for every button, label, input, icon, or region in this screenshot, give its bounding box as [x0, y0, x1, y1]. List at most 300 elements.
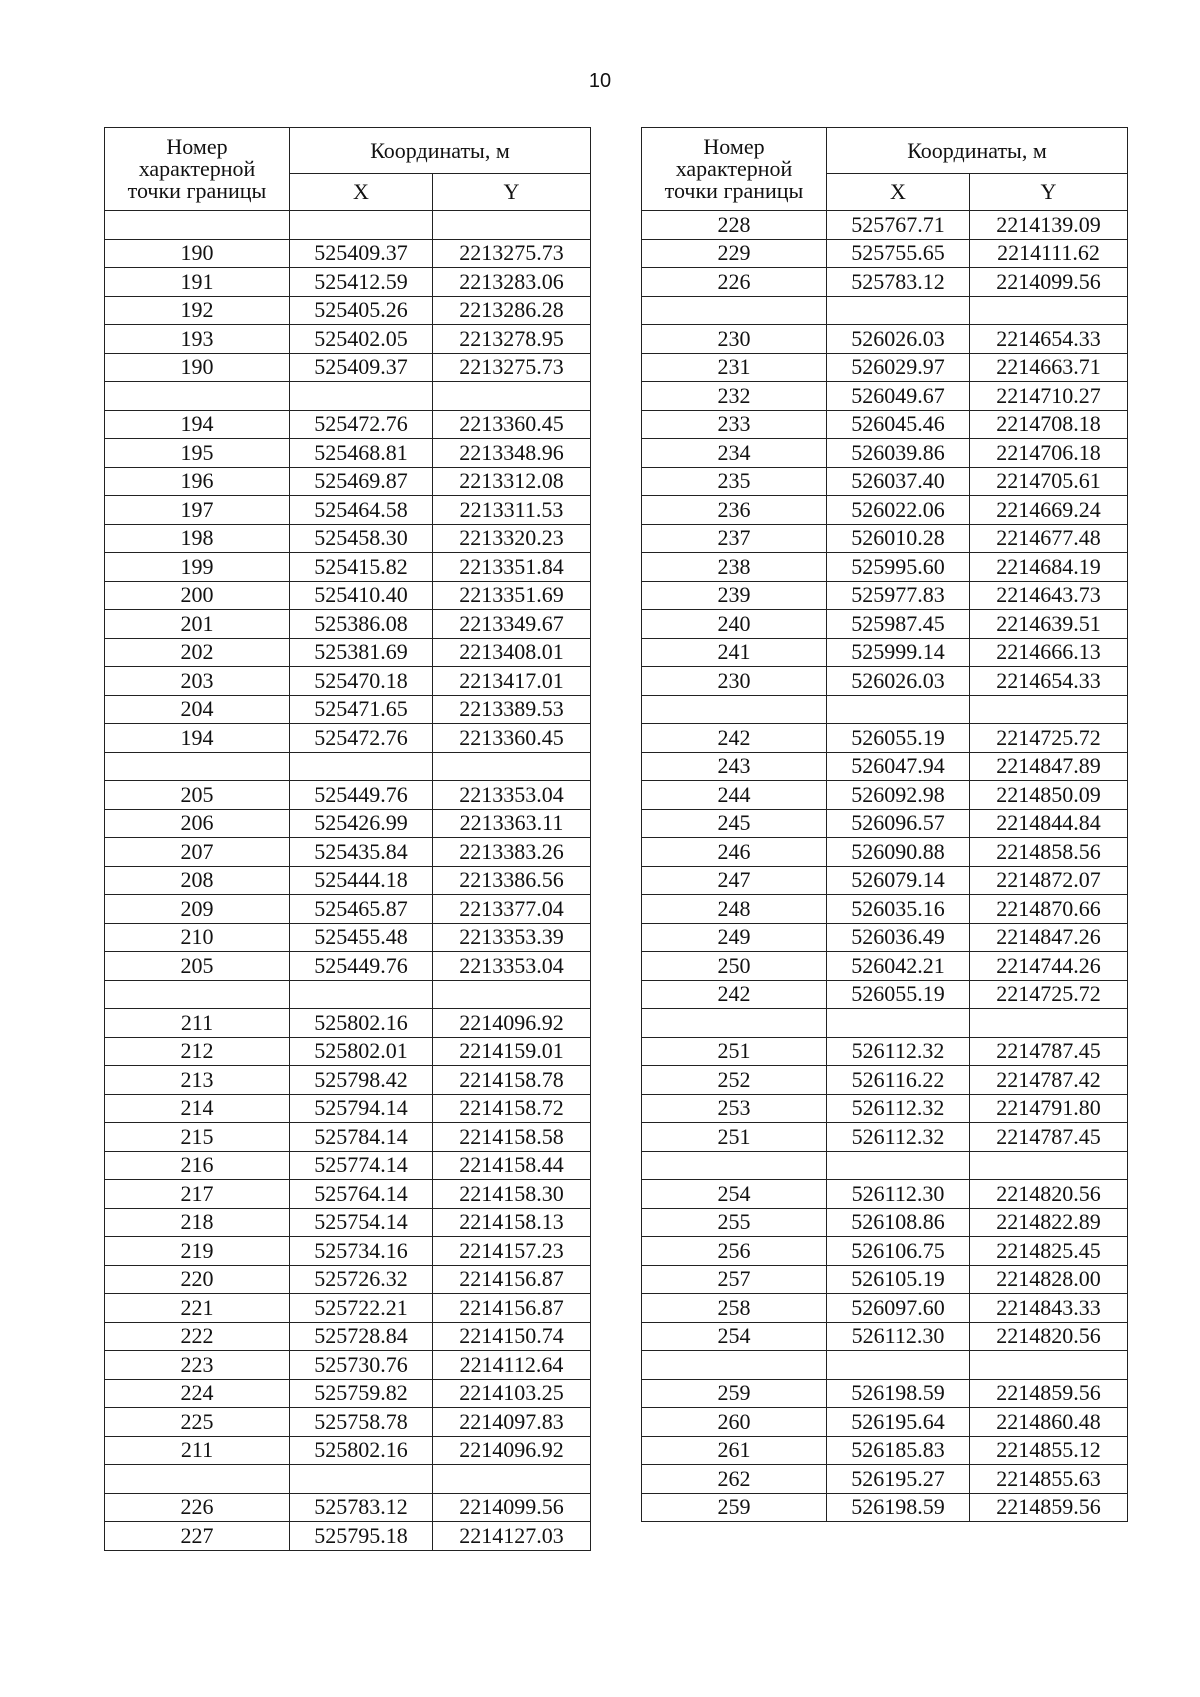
- point-number-cell: 195: [105, 439, 290, 468]
- y-coordinate-cell: 2214843.33: [970, 1294, 1128, 1323]
- x-coordinate-cell: 525977.83: [827, 581, 970, 610]
- table-row: [105, 809, 591, 838]
- y-coordinate-cell: [433, 382, 591, 411]
- point-number-cell: 215: [105, 1123, 290, 1152]
- point-number-cell: [642, 695, 827, 724]
- point-number-cell: 204: [105, 695, 290, 724]
- point-number-cell: 254: [642, 1180, 827, 1209]
- x-coordinate-cell: 526045.46: [827, 410, 970, 439]
- y-coordinate-cell: 2214705.61: [970, 467, 1128, 496]
- x-coordinate-cell: 526185.83: [827, 1436, 970, 1465]
- y-coordinate-cell: 2214859.56: [970, 1493, 1128, 1522]
- x-coordinate-cell: 525469.87: [290, 467, 433, 496]
- y-coordinate-cell: 2214850.09: [970, 781, 1128, 810]
- point-number-cell: 243: [642, 752, 827, 781]
- y-coordinate-cell: 2214844.84: [970, 809, 1128, 838]
- y-coordinate-cell: 2214820.56: [970, 1180, 1128, 1209]
- y-coordinate-cell: 2213348.96: [433, 439, 591, 468]
- x-coordinate-cell: 526112.32: [827, 1123, 970, 1152]
- y-coordinate-cell: 2214157.23: [433, 1237, 591, 1266]
- y-coordinate-cell: 2213275.73: [433, 239, 591, 268]
- separator-row: [642, 1351, 1128, 1380]
- point-number-cell: 219: [105, 1237, 290, 1266]
- point-number-cell: 203: [105, 667, 290, 696]
- y-coordinate-cell: 2214791.80: [970, 1094, 1128, 1123]
- table-row: [105, 638, 591, 667]
- point-number-cell: [642, 1009, 827, 1038]
- point-number-cell: 252: [642, 1066, 827, 1095]
- point-number-cell: 210: [105, 923, 290, 952]
- table-row: [642, 610, 1128, 639]
- point-number-header-line: Номер: [703, 134, 765, 159]
- x-coordinate-cell: 526047.94: [827, 752, 970, 781]
- table-row: [105, 895, 591, 924]
- x-coordinate-cell: 525728.84: [290, 1322, 433, 1351]
- y-coordinate-cell: 2214710.27: [970, 382, 1128, 411]
- point-number-cell: 259: [642, 1493, 827, 1522]
- x-coordinate-cell: 525410.40: [290, 581, 433, 610]
- point-number-cell: 242: [642, 724, 827, 753]
- y-coordinate-cell: 2214156.87: [433, 1294, 591, 1323]
- x-coordinate-cell: 525465.87: [290, 895, 433, 924]
- x-column-header: X: [290, 174, 433, 211]
- point-number-cell: 248: [642, 895, 827, 924]
- table-row: [105, 1066, 591, 1095]
- x-coordinate-cell: 526035.16: [827, 895, 970, 924]
- table-row: [642, 1037, 1128, 1066]
- table-row: [642, 1123, 1128, 1152]
- y-coordinate-cell: 2214706.18: [970, 439, 1128, 468]
- point-number-cell: 240: [642, 610, 827, 639]
- table-row: [105, 1237, 591, 1266]
- y-coordinate-cell: 2214725.72: [970, 980, 1128, 1009]
- table-row: [642, 781, 1128, 810]
- table-row: [105, 496, 591, 525]
- table-row: [642, 353, 1128, 382]
- x-coordinate-cell: [827, 1151, 970, 1180]
- separator-row: [642, 695, 1128, 724]
- y-coordinate-cell: 2213278.95: [433, 325, 591, 354]
- y-coordinate-cell: 2214847.26: [970, 923, 1128, 952]
- x-coordinate-cell: 526079.14: [827, 866, 970, 895]
- x-coordinate-cell: 525802.16: [290, 1436, 433, 1465]
- x-coordinate-cell: 526055.19: [827, 980, 970, 1009]
- y-coordinate-cell: 2213353.04: [433, 952, 591, 981]
- y-coordinate-cell: 2213377.04: [433, 895, 591, 924]
- point-number-cell: 191: [105, 268, 290, 297]
- table-row: [105, 553, 591, 582]
- y-coordinate-cell: 2214112.64: [433, 1351, 591, 1380]
- table-row: [642, 239, 1128, 268]
- point-number-cell: 190: [105, 353, 290, 382]
- y-coordinate-cell: [433, 752, 591, 781]
- point-number-cell: 259: [642, 1379, 827, 1408]
- y-coordinate-cell: 2214684.19: [970, 553, 1128, 582]
- y-coordinate-cell: 2214847.89: [970, 752, 1128, 781]
- y-coordinate-cell: 2214787.45: [970, 1037, 1128, 1066]
- table-row: [642, 638, 1128, 667]
- table-row: [105, 1180, 591, 1209]
- y-coordinate-cell: [433, 211, 591, 240]
- point-number-cell: 241: [642, 638, 827, 667]
- point-number-cell: 206: [105, 809, 290, 838]
- x-coordinate-cell: [290, 211, 433, 240]
- y-coordinate-cell: 2214855.12: [970, 1436, 1128, 1465]
- x-coordinate-cell: 525444.18: [290, 866, 433, 895]
- y-coordinate-cell: 2214744.26: [970, 952, 1128, 981]
- x-coordinate-cell: 526106.75: [827, 1237, 970, 1266]
- y-coordinate-cell: 2213312.08: [433, 467, 591, 496]
- y-coordinate-cell: 2214708.18: [970, 410, 1128, 439]
- table-row: [642, 1465, 1128, 1494]
- x-coordinate-cell: 525795.18: [290, 1522, 433, 1551]
- point-number-cell: 190: [105, 239, 290, 268]
- table-row: [105, 866, 591, 895]
- table-row: [642, 581, 1128, 610]
- x-coordinate-cell: 525402.05: [290, 325, 433, 354]
- y-coordinate-cell: 2214787.45: [970, 1123, 1128, 1152]
- table-row: [642, 895, 1128, 924]
- y-coordinate-cell: 2214096.92: [433, 1436, 591, 1465]
- point-number-cell: [105, 382, 290, 411]
- table-row: [642, 1493, 1128, 1522]
- x-coordinate-cell: 525472.76: [290, 410, 433, 439]
- table-row: [105, 923, 591, 952]
- y-coordinate-cell: 2214158.30: [433, 1180, 591, 1209]
- table-row: [642, 724, 1128, 753]
- point-number-cell: 247: [642, 866, 827, 895]
- y-coordinate-cell: 2214822.89: [970, 1208, 1128, 1237]
- point-number-cell: 209: [105, 895, 290, 924]
- x-coordinate-cell: 525470.18: [290, 667, 433, 696]
- point-number-cell: [642, 1351, 827, 1380]
- y-coordinate-cell: 2213360.45: [433, 410, 591, 439]
- point-number-cell: 214: [105, 1094, 290, 1123]
- table-row: [642, 866, 1128, 895]
- y-coordinate-cell: 2214870.66: [970, 895, 1128, 924]
- table-row: [105, 1094, 591, 1123]
- y-coordinate-cell: 2214825.45: [970, 1237, 1128, 1266]
- x-coordinate-cell: 525722.21: [290, 1294, 433, 1323]
- table-row: [105, 1037, 591, 1066]
- y-coordinate-cell: [970, 695, 1128, 724]
- table-row: [642, 1265, 1128, 1294]
- x-coordinate-cell: 525802.16: [290, 1009, 433, 1038]
- x-coordinate-cell: 525464.58: [290, 496, 433, 525]
- y-coordinate-cell: 2214725.72: [970, 724, 1128, 753]
- y-coordinate-cell: 2213383.26: [433, 838, 591, 867]
- table-row: [642, 1094, 1128, 1123]
- x-coordinate-cell: 525794.14: [290, 1094, 433, 1123]
- y-coordinate-cell: 2214096.92: [433, 1009, 591, 1038]
- point-number-header: [642, 128, 827, 211]
- x-coordinate-cell: 526026.03: [827, 667, 970, 696]
- x-coordinate-cell: 525764.14: [290, 1180, 433, 1209]
- x-coordinate-cell: 525999.14: [827, 638, 970, 667]
- table-row: [105, 1436, 591, 1465]
- x-coordinate-cell: 526112.30: [827, 1322, 970, 1351]
- x-coordinate-cell: 525409.37: [290, 239, 433, 268]
- point-number-cell: 260: [642, 1408, 827, 1437]
- y-coordinate-cell: 2213275.73: [433, 353, 591, 382]
- x-coordinate-cell: 525987.45: [827, 610, 970, 639]
- x-coordinate-cell: 526198.59: [827, 1379, 970, 1408]
- table-row: [105, 610, 591, 639]
- y-coordinate-cell: [433, 980, 591, 1009]
- point-number-cell: [642, 296, 827, 325]
- point-number-cell: 216: [105, 1151, 290, 1180]
- table-row: [642, 268, 1128, 297]
- y-coordinate-cell: 2213286.28: [433, 296, 591, 325]
- x-coordinate-cell: 525783.12: [827, 268, 970, 297]
- y-coordinate-cell: 2214643.73: [970, 581, 1128, 610]
- point-number-cell: 211: [105, 1436, 290, 1465]
- separator-row: [642, 1009, 1128, 1038]
- x-coordinate-cell: 526112.32: [827, 1094, 970, 1123]
- table-row: [642, 211, 1128, 240]
- table-row: [105, 781, 591, 810]
- separator-row: [105, 211, 591, 240]
- point-number-cell: 226: [642, 268, 827, 297]
- table-row: [642, 325, 1128, 354]
- point-number-cell: 246: [642, 838, 827, 867]
- table-row: [105, 524, 591, 553]
- point-number-cell: 205: [105, 952, 290, 981]
- table-row: [105, 724, 591, 753]
- point-number-header: [105, 128, 290, 211]
- x-coordinate-cell: 525426.99: [290, 809, 433, 838]
- x-coordinate-cell: 525412.59: [290, 268, 433, 297]
- y-coordinate-cell: [970, 1151, 1128, 1180]
- table-row: [105, 1408, 591, 1437]
- y-coordinate-cell: 2214097.83: [433, 1408, 591, 1437]
- point-number-cell: 258: [642, 1294, 827, 1323]
- point-number-header-line: точки границы: [127, 178, 267, 203]
- x-coordinate-cell: 525449.76: [290, 952, 433, 981]
- table-body-left: [105, 211, 591, 1551]
- y-coordinate-cell: 2214820.56: [970, 1322, 1128, 1351]
- y-coordinate-cell: 2213417.01: [433, 667, 591, 696]
- point-number-cell: 251: [642, 1037, 827, 1066]
- table-row: [105, 1351, 591, 1380]
- y-coordinate-cell: 2213351.69: [433, 581, 591, 610]
- point-number-cell: 213: [105, 1066, 290, 1095]
- y-coordinate-cell: 2214855.63: [970, 1465, 1128, 1494]
- coordinates-header: Координаты, м: [290, 128, 591, 174]
- y-coordinate-cell: 2214639.51: [970, 610, 1128, 639]
- y-coordinate-cell: [970, 296, 1128, 325]
- x-coordinate-cell: 525995.60: [827, 553, 970, 582]
- table-row: [642, 1237, 1128, 1266]
- x-coordinate-cell: 525455.48: [290, 923, 433, 952]
- y-coordinate-cell: [970, 1009, 1128, 1038]
- table-row: [642, 1208, 1128, 1237]
- x-coordinate-cell: 525726.32: [290, 1265, 433, 1294]
- point-number-cell: 257: [642, 1265, 827, 1294]
- x-coordinate-cell: 525755.65: [827, 239, 970, 268]
- point-number-cell: 230: [642, 325, 827, 354]
- point-number-cell: [105, 980, 290, 1009]
- x-coordinate-cell: 526090.88: [827, 838, 970, 867]
- point-number-cell: 254: [642, 1322, 827, 1351]
- x-coordinate-cell: [290, 382, 433, 411]
- y-coordinate-cell: 2213386.56: [433, 866, 591, 895]
- table-row: [105, 439, 591, 468]
- x-coordinate-cell: 526049.67: [827, 382, 970, 411]
- point-number-cell: 251: [642, 1123, 827, 1152]
- x-coordinate-cell: 526112.32: [827, 1037, 970, 1066]
- table-row: [105, 838, 591, 867]
- separator-row: [105, 752, 591, 781]
- point-number-cell: 253: [642, 1094, 827, 1123]
- y-coordinate-cell: 2213353.39: [433, 923, 591, 952]
- point-number-cell: 192: [105, 296, 290, 325]
- y-coordinate-cell: 2214860.48: [970, 1408, 1128, 1437]
- point-number-header-line: точки границы: [664, 178, 804, 203]
- table-row: [105, 410, 591, 439]
- x-coordinate-cell: 526112.30: [827, 1180, 970, 1209]
- x-coordinate-cell: 526042.21: [827, 952, 970, 981]
- point-number-cell: 237: [642, 524, 827, 553]
- separator-row: [105, 1465, 591, 1494]
- table-row: [105, 353, 591, 382]
- point-number-cell: 193: [105, 325, 290, 354]
- table-row: [105, 1009, 591, 1038]
- x-column-header: X: [827, 174, 970, 211]
- x-coordinate-cell: [827, 1009, 970, 1038]
- coordinates-table-right: [641, 127, 1128, 1522]
- separator-row: [642, 296, 1128, 325]
- table-row: [105, 581, 591, 610]
- x-coordinate-cell: 526026.03: [827, 325, 970, 354]
- separator-row: [642, 1151, 1128, 1180]
- y-column-header: Y: [433, 174, 591, 211]
- point-number-cell: 218: [105, 1208, 290, 1237]
- point-number-cell: 238: [642, 553, 827, 582]
- separator-row: [105, 382, 591, 411]
- point-number-cell: 244: [642, 781, 827, 810]
- y-coordinate-cell: 2213360.45: [433, 724, 591, 753]
- table-row: [642, 1379, 1128, 1408]
- point-number-cell: 220: [105, 1265, 290, 1294]
- table-row: [105, 1493, 591, 1522]
- x-coordinate-cell: [827, 1351, 970, 1380]
- point-number-cell: 194: [105, 410, 290, 439]
- table-row: [642, 1066, 1128, 1095]
- table-row: [105, 1265, 591, 1294]
- x-coordinate-cell: 525386.08: [290, 610, 433, 639]
- y-coordinate-cell: 2214156.87: [433, 1265, 591, 1294]
- y-coordinate-cell: 2214099.56: [970, 268, 1128, 297]
- table-row: [105, 296, 591, 325]
- point-number-cell: 217: [105, 1180, 290, 1209]
- y-coordinate-cell: [433, 1465, 591, 1494]
- point-number-cell: 235: [642, 467, 827, 496]
- point-number-cell: 197: [105, 496, 290, 525]
- point-number-cell: 261: [642, 1436, 827, 1465]
- point-number-cell: 205: [105, 781, 290, 810]
- y-coordinate-cell: 2214158.78: [433, 1066, 591, 1095]
- table-row: [105, 1208, 591, 1237]
- table-row: [642, 838, 1128, 867]
- separator-row: [105, 980, 591, 1009]
- table-row: [642, 1294, 1128, 1323]
- table-row: [642, 923, 1128, 952]
- x-coordinate-cell: 526055.19: [827, 724, 970, 753]
- x-coordinate-cell: 526195.64: [827, 1408, 970, 1437]
- y-coordinate-cell: 2213408.01: [433, 638, 591, 667]
- table-row: [105, 467, 591, 496]
- table-row: [642, 752, 1128, 781]
- table-row: [642, 1180, 1128, 1209]
- y-coordinate-cell: 2213389.53: [433, 695, 591, 724]
- x-coordinate-cell: 526010.28: [827, 524, 970, 553]
- table-row: [642, 467, 1128, 496]
- point-number-cell: [105, 752, 290, 781]
- x-coordinate-cell: 525468.81: [290, 439, 433, 468]
- point-number-cell: 208: [105, 866, 290, 895]
- coordinates-header: Координаты, м: [827, 128, 1128, 174]
- y-coordinate-cell: [970, 1351, 1128, 1380]
- point-number-cell: 226: [105, 1493, 290, 1522]
- x-coordinate-cell: [290, 1465, 433, 1494]
- point-number-cell: 239: [642, 581, 827, 610]
- point-number-cell: 202: [105, 638, 290, 667]
- table-row: [642, 952, 1128, 981]
- point-number-header-line: характерной: [138, 156, 256, 181]
- x-coordinate-cell: 525802.01: [290, 1037, 433, 1066]
- x-coordinate-cell: 526096.57: [827, 809, 970, 838]
- x-coordinate-cell: 525415.82: [290, 553, 433, 582]
- point-number-cell: 201: [105, 610, 290, 639]
- point-number-cell: 199: [105, 553, 290, 582]
- point-number-cell: 225: [105, 1408, 290, 1437]
- y-coordinate-cell: 2214828.00: [970, 1265, 1128, 1294]
- point-number-cell: 223: [105, 1351, 290, 1380]
- point-number-cell: 221: [105, 1294, 290, 1323]
- point-number-cell: 227: [105, 1522, 290, 1551]
- x-coordinate-cell: 525730.76: [290, 1351, 433, 1380]
- table-row: [642, 980, 1128, 1009]
- x-coordinate-cell: [827, 296, 970, 325]
- table-row: [105, 1123, 591, 1152]
- point-number-cell: 228: [642, 211, 827, 240]
- x-coordinate-cell: 525409.37: [290, 353, 433, 382]
- point-number-cell: 250: [642, 952, 827, 981]
- y-coordinate-cell: 2214858.56: [970, 838, 1128, 867]
- page-number: 10: [588, 70, 612, 92]
- table-row: [642, 382, 1128, 411]
- x-coordinate-cell: 526105.19: [827, 1265, 970, 1294]
- x-coordinate-cell: 526108.86: [827, 1208, 970, 1237]
- point-number-cell: 222: [105, 1322, 290, 1351]
- y-coordinate-cell: 2213320.23: [433, 524, 591, 553]
- y-coordinate-cell: 2214111.62: [970, 239, 1128, 268]
- y-coordinate-cell: 2214663.71: [970, 353, 1128, 382]
- y-coordinate-cell: 2213351.84: [433, 553, 591, 582]
- x-coordinate-cell: 526022.06: [827, 496, 970, 525]
- x-coordinate-cell: 525734.16: [290, 1237, 433, 1266]
- x-coordinate-cell: 525784.14: [290, 1123, 433, 1152]
- table-row: [105, 695, 591, 724]
- x-coordinate-cell: [290, 980, 433, 1009]
- x-coordinate-cell: 526097.60: [827, 1294, 970, 1323]
- table-row: [105, 268, 591, 297]
- y-coordinate-cell: 2213363.11: [433, 809, 591, 838]
- y-coordinate-cell: 2213283.06: [433, 268, 591, 297]
- table-row: [642, 809, 1128, 838]
- x-coordinate-cell: 525381.69: [290, 638, 433, 667]
